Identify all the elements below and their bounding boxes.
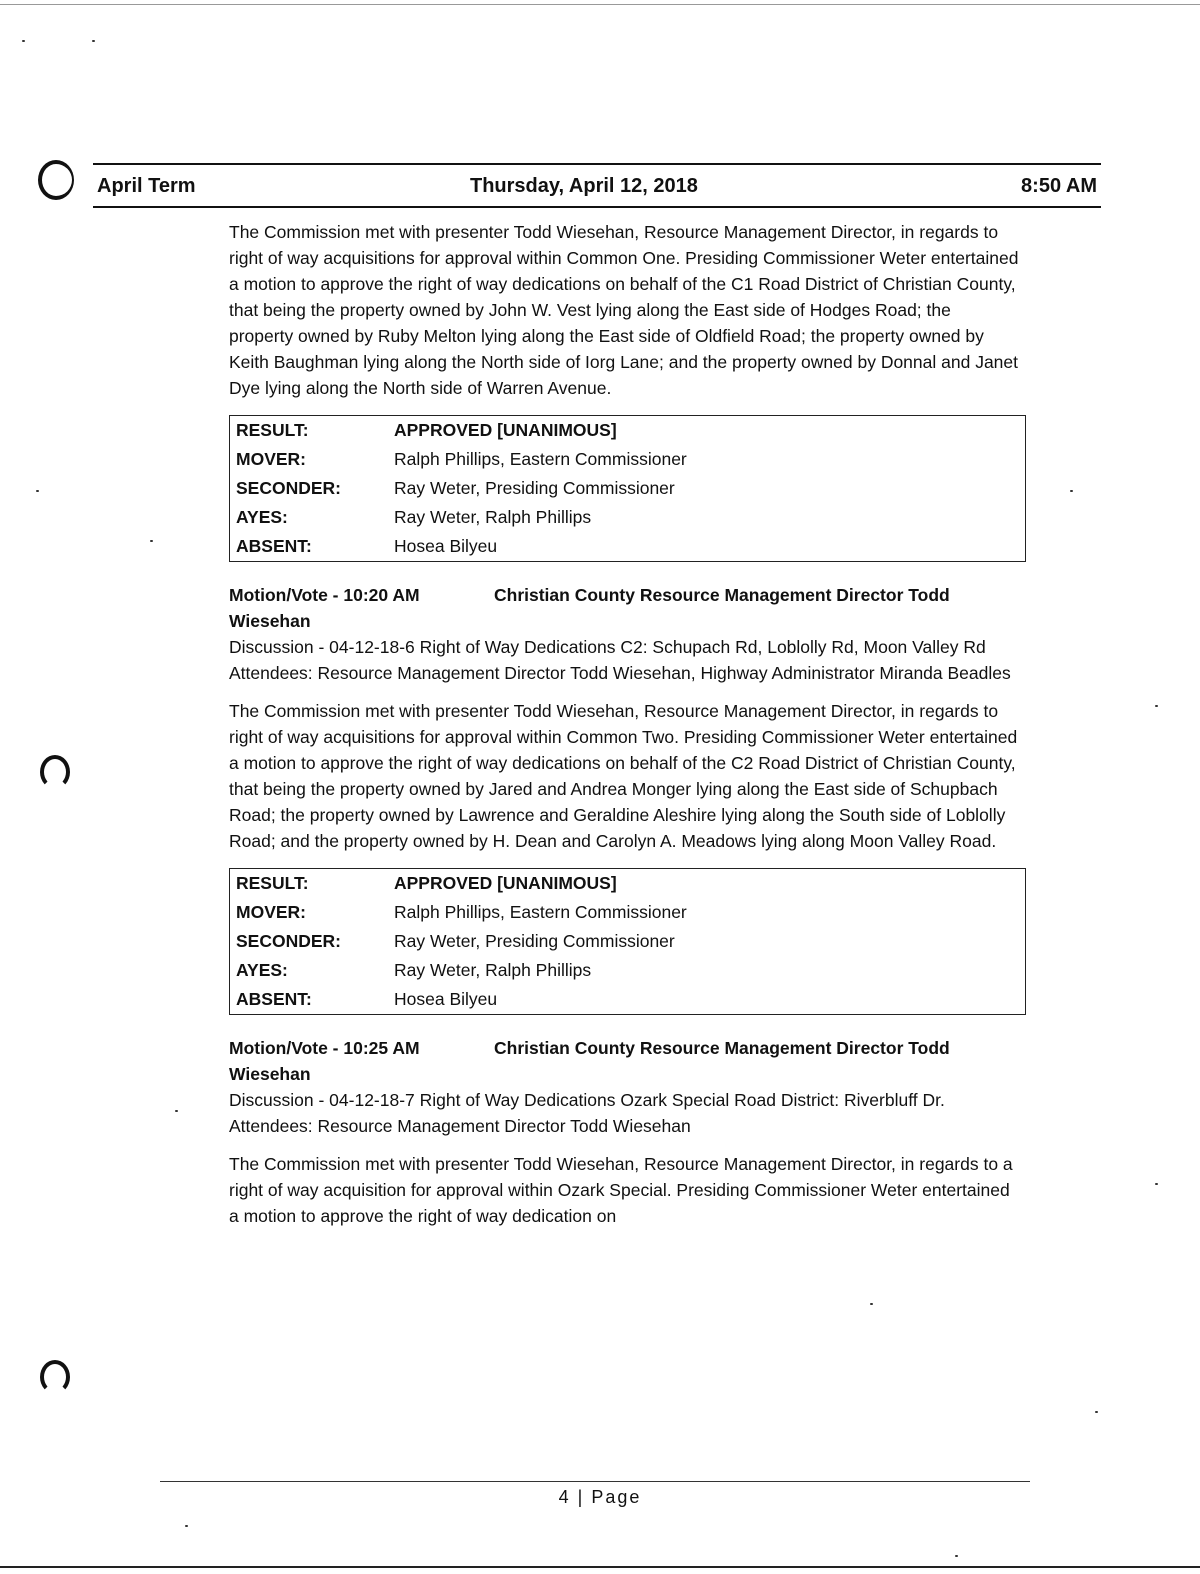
vote-row-absent (230, 532, 1026, 562)
section3-paragraph: The Commission met with presenter Todd Wiesehan, Resource Management Director, in regards to a right of way acquisition for approval within Ozark Special. Presiding Commissioner Weter entertained a motion to approve the right of way dedication on (229, 1154, 1013, 1226)
vote-value: APPROVED [UNANIMOUS] (394, 420, 617, 440)
scan-speck (150, 540, 153, 542)
vote-label: RESULT: (236, 873, 309, 893)
binder-hole-icon (38, 160, 74, 200)
header-time: 8:50 AM (1021, 175, 1097, 197)
vote-row-mover (230, 898, 1026, 927)
vote-row-seconder (230, 927, 1026, 956)
motion-title: Christian County Resource Management Director Todd Wiesehan (229, 1038, 950, 1084)
vote-row-ayes (230, 956, 1026, 985)
scan-speck (92, 40, 95, 42)
vote-value: Ralph Phillips, Eastern Commissioner (394, 449, 687, 469)
header-rule-top (93, 163, 1101, 165)
scan-speck (1095, 1411, 1098, 1413)
vote-value: Hosea Bilyeu (394, 989, 498, 1009)
page-number: 4 | Page (558, 1487, 642, 1507)
scan-speck (870, 1303, 873, 1305)
motion-title: Christian County Resource Management Director Todd Wiesehan (229, 585, 950, 631)
vote-value: Ray Weter, Presiding Commissioner (394, 478, 675, 498)
vote-row-result (230, 416, 1026, 446)
vote-value: Ray Weter, Presiding Commissioner (394, 931, 675, 951)
vote-table-1 (229, 415, 1026, 562)
vote-table-2 (229, 868, 1026, 1015)
motion-time: Motion/Vote - 10:25 AM (229, 1038, 420, 1058)
section1-paragraph: The Commission met with presenter Todd Wiesehan, Resource Management Director, in regards to right of way acquisitions for approval within Common One. Presiding Commissioner Weter entertained a motion to approve the right of way dedications on behalf of the C1 Road District of Christian County, that being the property owned by John W. Vest lying along the East side of Hodges Road; the property owned by Ruby Melton lying along the East side of Oldfield Road; the property owned by Keith Baughman lying along the North side of Iorg Lane; and the property owned by Donnal and Janet Dye lying along the North side of Warren Avenue. (229, 222, 1019, 398)
section2-attendees: Attendees: Resource Management Director Todd Wiesehan, Highway Administrator Miranda Beadles (229, 663, 1011, 683)
vote-label: AYES: (236, 507, 288, 527)
scan-speck (1070, 490, 1073, 492)
vote-value: Hosea Bilyeu (394, 536, 498, 556)
scan-edge-bottom (0, 1566, 1200, 1568)
section2-discussion: Discussion - 04-12-18-6 Right of Way Dedications C2: Schupach Rd, Loblolly Rd, Moon Valley Rd (229, 637, 986, 657)
scan-speck (22, 40, 25, 42)
binder-hole-icon (40, 1360, 70, 1394)
scan-speck (1155, 705, 1158, 707)
vote-label: AYES: (236, 960, 288, 980)
section3-attendees: Attendees: Resource Management Director Todd Wiesehan (229, 1116, 691, 1136)
footer-rule (160, 1481, 1030, 1482)
section3-motion-heading (229, 1035, 1019, 1087)
vote-label: MOVER: (236, 449, 306, 469)
vote-label: ABSENT: (236, 536, 312, 556)
binder-hole-icon (40, 755, 70, 789)
scan-edge-top (0, 4, 1200, 5)
minutes-body (229, 219, 1019, 1229)
header-rule-bottom (93, 206, 1101, 208)
vote-row-absent (230, 985, 1026, 1015)
vote-label: SECONDER: (236, 478, 342, 498)
vote-value: Ralph Phillips, Eastern Commissioner (394, 902, 687, 922)
scan-speck (175, 1110, 178, 1112)
vote-value: Ray Weter, Ralph Phillips (394, 960, 592, 980)
vote-label: MOVER: (236, 902, 306, 922)
vote-label: ABSENT: (236, 989, 312, 1009)
vote-label: RESULT: (236, 420, 309, 440)
vote-row-ayes (230, 503, 1026, 532)
section2-paragraph: The Commission met with presenter Todd Wiesehan, Resource Management Director, in regards to right of way acquisitions for approval within Common Two. Presiding Commissioner Weter entertained a motion to approve the right of way dedications on behalf of the C2 Road District of Christian County, that being the property owned by Jared and Andrea Monger lying along the East side of Schupbach Road; the property owned by Lawrence and Geraldine Aleshire lying along the South side of Loblolly Road; and the property owned by H. Dean and Carolyn A. Meadows lying along Moon Valley Road. (229, 701, 1018, 851)
vote-value: APPROVED [UNANIMOUS] (394, 873, 617, 893)
header-term: April Term (97, 175, 196, 197)
vote-row-mover (230, 445, 1026, 474)
scan-speck (185, 1525, 188, 1527)
scan-speck (36, 490, 39, 492)
scan-speck (1155, 1183, 1158, 1185)
section3-discussion: Discussion - 04-12-18-7 Right of Way Dedications Ozark Special Road District: Riverbluff Dr. (229, 1090, 945, 1110)
motion-time: Motion/Vote - 10:20 AM (229, 585, 420, 605)
vote-row-seconder (230, 474, 1026, 503)
vote-value: Ray Weter, Ralph Phillips (394, 507, 592, 527)
header-date: Thursday, April 12, 2018 (470, 175, 698, 197)
vote-row-result (230, 869, 1026, 899)
scan-speck (955, 1555, 958, 1557)
vote-label: SECONDER: (236, 931, 342, 951)
section2-motion-heading (229, 582, 1019, 634)
